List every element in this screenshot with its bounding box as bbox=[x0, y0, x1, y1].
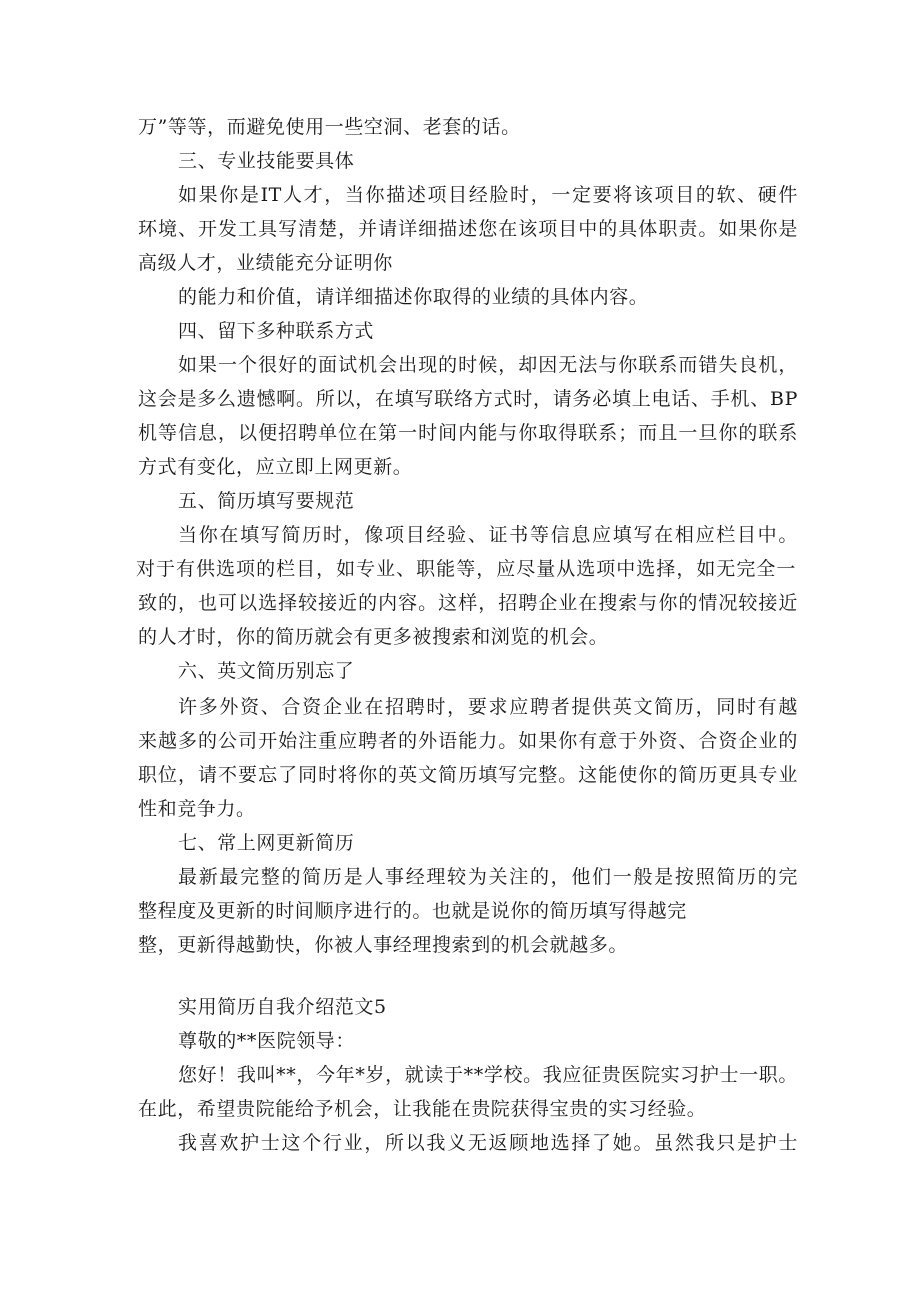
section-title: 实用简历自我介绍范文5 bbox=[178, 996, 387, 1018]
text-line: 这会是多么遗憾啊。所以，在填写联络方式时，请务必填上电话、手机、BP bbox=[138, 388, 798, 410]
text-line: 机等信息，以便招聘单位在第一时间内能与你取得联系；而且一旦你的联系 bbox=[138, 422, 798, 444]
text-line: 高级人才，业绩能充分证明你 bbox=[138, 252, 393, 274]
text-line: 整程度及更新的时间顺序进行的。也就是说你的简历填写得越完 bbox=[138, 900, 687, 922]
text-line: 的能力和价值，请详细描述你取得的业绩的具体内容。 bbox=[178, 286, 649, 308]
salutation: 尊敬的**医院领导： bbox=[178, 1030, 356, 1052]
text-line: 如果一个很好的面试机会出现的时候，却因无法与你联系而错失良机， bbox=[178, 354, 798, 376]
text-line: 环境、开发工具写清楚，并请详细描述您在该项目中的具体职责。如果你是 bbox=[138, 218, 798, 240]
text-line: 性和竞争力。 bbox=[138, 798, 256, 820]
text-line: 许多外资、合资企业在招聘时，要求应聘者提供英文简历，同时有越 bbox=[178, 696, 798, 718]
text-line: 我喜欢护士这个行业，所以我义无返顾地选择了她。虽然我只是护士 bbox=[178, 1132, 798, 1154]
text-line: 整，更新得越勤快，你被人事经理搜索到的机会就越多。 bbox=[138, 934, 629, 956]
section-heading: 三、专业技能要具体 bbox=[178, 150, 355, 172]
section-heading: 四、留下多种联系方式 bbox=[178, 320, 375, 342]
section-heading: 五、简历填写要规范 bbox=[178, 490, 355, 512]
text-line: 如果你是IT人才，当你描述项目经脸时，一定要将该项目的软、硬件 bbox=[178, 184, 798, 206]
text-line: 万”等等，而避免使用一些空洞、老套的话。 bbox=[138, 116, 521, 138]
text-line: 方式有变化，应立即上网更新。 bbox=[138, 456, 413, 478]
text-line: 来越多的公司开始注重应聘者的外语能力。如果你有意于外资、合资企业的 bbox=[138, 730, 798, 752]
text-line: 致的，也可以选择较接近的内容。这样，招聘企业在搜索与你的情况较接近 bbox=[138, 592, 798, 614]
text-line: 的人才时，你的简历就会有更多被搜索和浏览的机会。 bbox=[138, 626, 609, 648]
section-heading: 七、常上网更新简历 bbox=[178, 832, 355, 854]
text-line: 最新最完整的简历是人事经理较为关注的，他们一般是按照简历的完 bbox=[178, 866, 798, 888]
text-line: 职位，请不要忘了同时将你的英文简历填写完整。这能使你的简历更具专业 bbox=[138, 764, 798, 786]
text-line: 当你在填写简历时，像项目经验、证书等信息应填写在相应栏目中。 bbox=[178, 524, 798, 546]
text-line: 您好！我叫**，今年*岁，就读于**学校。我应征贵医院实习护士一职。 bbox=[178, 1064, 798, 1086]
text-line: 对于有供选项的栏目，如专业、职能等，应尽量从选项中选择，如无完全一 bbox=[136, 558, 796, 580]
section-heading: 六、英文简历别忘了 bbox=[178, 660, 355, 682]
text-line: 在此，希望贵院能给予机会，让我能在贵院获得宝贵的实习经验。 bbox=[138, 1098, 707, 1120]
